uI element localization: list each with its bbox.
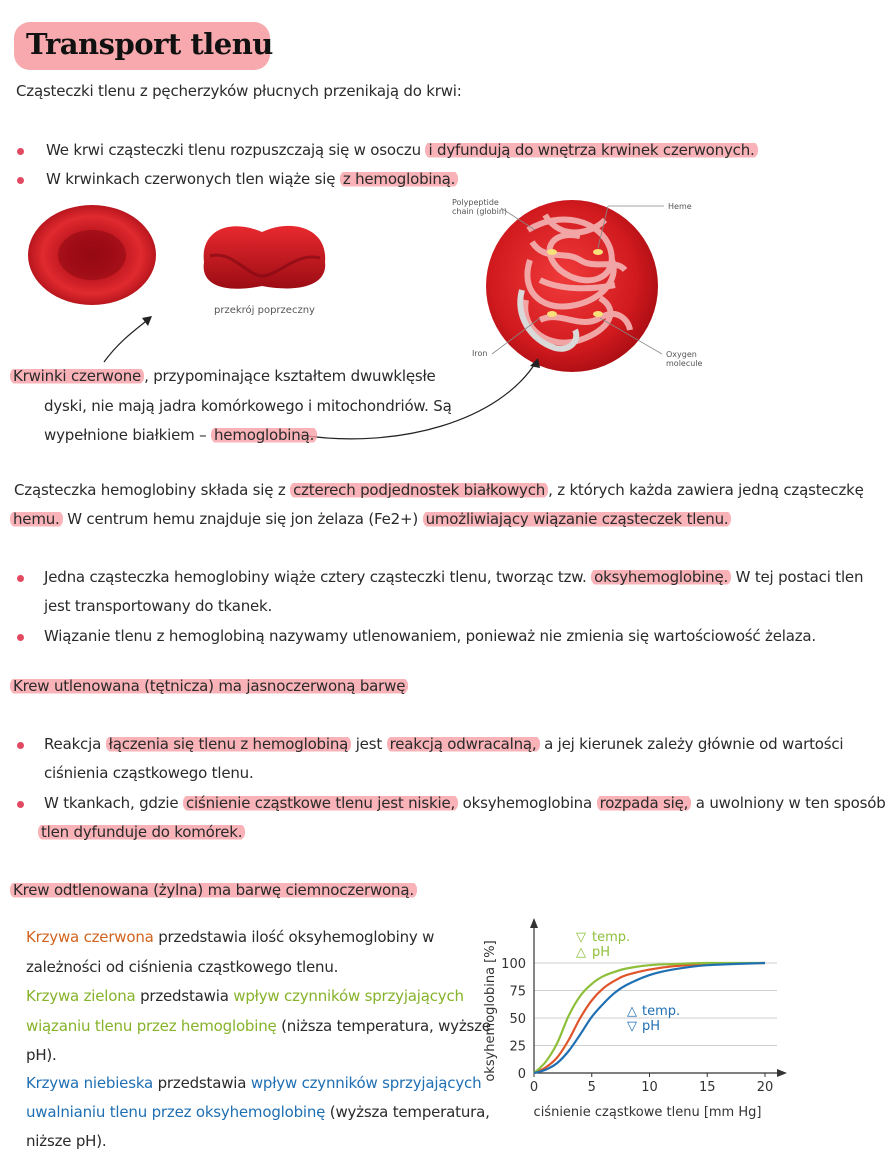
bullet-dot bbox=[17, 742, 24, 749]
krwinki-line-3 bbox=[44, 426, 317, 445]
highlight: Krwinki czerwone bbox=[10, 367, 144, 385]
highlight: czterech podjednostek białkowych bbox=[290, 481, 548, 499]
x-tick-label: 5 bbox=[587, 1080, 596, 1095]
text: barwę bbox=[355, 677, 406, 695]
highlight: rozpada się, bbox=[597, 794, 692, 812]
bullet-2 bbox=[46, 170, 458, 189]
bullet-dot bbox=[17, 148, 24, 155]
highlight: z hemoglobiną. bbox=[340, 170, 458, 188]
legend-green-1 bbox=[26, 981, 464, 1011]
text: uwalnianiu tlenu przez oksyhemoglobinę bbox=[26, 1103, 326, 1121]
intro-text: Cząsteczki tlenu z pęcherzyków płucnych przenikają do krwi: bbox=[16, 82, 462, 100]
bullet-reakcja-2: ciśnienia cząstkowego tlenu. bbox=[44, 764, 254, 782]
krwinki-line-1 bbox=[10, 367, 436, 386]
text: przedstawia bbox=[153, 1074, 251, 1092]
text: Krzywa niebieska bbox=[26, 1074, 154, 1092]
x-tick-label: 20 bbox=[756, 1080, 774, 1095]
hemoglobina-line-1 bbox=[14, 481, 864, 500]
y-tick-label: 25 bbox=[509, 1039, 526, 1055]
annotation-blue-ph: pH bbox=[642, 1019, 661, 1034]
annotation-up-triangle: △ bbox=[627, 1004, 637, 1019]
x-axis-label: ciśnienie cząstkowe tlenu [mm Hg] bbox=[533, 1105, 762, 1120]
x-tick-label: 10 bbox=[641, 1080, 658, 1095]
y-tick-label: 100 bbox=[501, 957, 526, 972]
highlight: i dyfundują do wnętrza krwinek czerwonych. bbox=[425, 141, 757, 159]
bullet-oksy-1 bbox=[44, 568, 863, 587]
cross-section-label: przekrój poprzeczny bbox=[214, 305, 315, 316]
highlight: tlen dyfunduje do komórek. bbox=[38, 823, 245, 841]
text: Jedna cząsteczka hemoglobiny wiąże cztery cząsteczki tlenu, tworząc tzw. bbox=[44, 568, 592, 586]
text: wpływ czynników sprzyjających bbox=[250, 1074, 482, 1092]
text: Krew utlenowana (tętnicza) ma bbox=[13, 677, 247, 695]
highlight: łączenia się tlenu z hemoglobiną bbox=[106, 735, 352, 753]
bullet-tkanki-1 bbox=[44, 794, 886, 813]
text: Reakcja bbox=[44, 735, 106, 753]
hemoglobina-line-2 bbox=[10, 510, 731, 529]
text: wiązaniu tlenu przez hemoglobinę bbox=[26, 1017, 277, 1035]
text: Krzywa czerwona bbox=[26, 928, 154, 946]
annotation-green-temp: temp. bbox=[592, 930, 631, 945]
text: (wyższa temperatura, bbox=[325, 1103, 490, 1121]
label-oxygen-2: molecule bbox=[666, 359, 703, 368]
text: a jej kierunek zależy głównie od wartości bbox=[539, 735, 844, 753]
bullet-reakcja-1 bbox=[44, 735, 843, 754]
legend-red-2: zależności od ciśnienia cząstkowego tlenu. bbox=[26, 958, 339, 976]
page-title: Transport tlenu bbox=[26, 27, 273, 61]
bullet-dot bbox=[17, 634, 24, 641]
krwinki-line-2: dyski, nie mają jadra komórkowego i mitochondriów. Są bbox=[44, 397, 452, 415]
legend-blue-2 bbox=[26, 1097, 490, 1127]
annotation-up-triangle: △ bbox=[576, 945, 586, 960]
krew-zylna bbox=[10, 881, 417, 900]
bullet-utlenowanie: Wiązanie tlenu z hemoglobiną nazywamy utlenowaniem, ponieważ nie zmienia się wartościowość żelaza. bbox=[44, 627, 816, 645]
bullet-text: W krwinkach czerwonych tlen wiąże się bbox=[46, 170, 340, 188]
label-polypeptide: Polypeptide bbox=[452, 198, 499, 207]
bullet-dot bbox=[17, 177, 24, 184]
text: , z których każda zawiera jedną cząsteczkę bbox=[548, 481, 864, 499]
legend-red-1 bbox=[26, 922, 434, 952]
text: wpływ czynników sprzyjających bbox=[233, 987, 464, 1005]
highlight: reakcją odwracalną, bbox=[387, 735, 540, 753]
legend-blue-1 bbox=[26, 1068, 481, 1098]
legend-green-2 bbox=[26, 1011, 491, 1041]
annotation-green-ph: pH bbox=[592, 945, 611, 960]
label-oxygen: Oxygen bbox=[666, 350, 697, 359]
krew-tetnicza bbox=[10, 677, 408, 696]
bullet-text: We krwi cząsteczki tlenu rozpuszczają się w osoczu bbox=[46, 141, 426, 159]
bullet-tkanki-2 bbox=[38, 823, 245, 842]
highlight: oksyhemoglobinę. bbox=[591, 568, 731, 586]
text: jest bbox=[351, 735, 387, 753]
x-tick-label: 15 bbox=[698, 1080, 716, 1095]
y-axis-arrow bbox=[530, 918, 538, 928]
text: (niższa temperatura, wyższe bbox=[276, 1017, 491, 1035]
highlight bbox=[10, 881, 417, 899]
y-tick-label: 75 bbox=[509, 984, 526, 1000]
highlight: hemu. bbox=[10, 510, 63, 528]
bullet-dot bbox=[17, 575, 24, 582]
annotation-blue-temp: temp. bbox=[642, 1004, 681, 1019]
legend-green-3: pH). bbox=[26, 1046, 57, 1064]
text: przedstawia ilość oksyhemoglobiny w bbox=[153, 928, 435, 946]
oxygen-dissociation-chart bbox=[470, 912, 820, 1132]
bullet-oksy-2: jest transportowany do tkanek. bbox=[44, 597, 273, 615]
label-iron: Iron bbox=[472, 349, 488, 358]
y-axis-label: oksyhemoglobina [%] bbox=[483, 940, 498, 1082]
text: , przypominające kształtem dwuwklęsłe bbox=[144, 367, 436, 385]
highlight: ciśnienie cząstkowe tlenu jest niskie, bbox=[183, 794, 458, 812]
annotation-down-triangle: ▽ bbox=[576, 930, 586, 945]
text: ciemnoczerwoną. bbox=[285, 881, 414, 899]
text: Krzywa zielona bbox=[26, 987, 136, 1005]
bullet-dot bbox=[17, 801, 24, 808]
y-tick-label: 50 bbox=[509, 1012, 526, 1027]
x-axis-arrow bbox=[777, 1069, 787, 1077]
text: przedstawia bbox=[135, 987, 234, 1005]
x-tick-label: 0 bbox=[529, 1080, 539, 1095]
text: Cząsteczka hemoglobiny składa się z bbox=[14, 481, 291, 499]
label-polypeptide-2: chain (globin) bbox=[452, 207, 508, 216]
legend-blue-3: niższe pH). bbox=[26, 1132, 107, 1150]
text: wypełnione białkiem – bbox=[44, 426, 211, 444]
text: jasnoczerwoną bbox=[246, 677, 356, 695]
text: a uwolniony w ten sposób bbox=[691, 794, 886, 812]
text: W tej postaci tlen bbox=[731, 568, 864, 586]
highlight bbox=[10, 677, 408, 695]
highlight: hemoglobiną. bbox=[211, 426, 317, 444]
y-tick-label: 0 bbox=[517, 1067, 526, 1082]
text: W tkankach, gdzie bbox=[44, 794, 183, 812]
text: W centrum hemu znajduje się jon żelaza (Fe2+) bbox=[62, 510, 423, 528]
label-heme: Heme bbox=[668, 202, 692, 211]
bullet-1 bbox=[46, 141, 758, 160]
text: Krew odtlenowana (żylna) ma barwę bbox=[13, 881, 286, 899]
highlight: umożliwiający wiązanie cząsteczek tlenu. bbox=[423, 510, 732, 528]
text: oksyhemoglobina bbox=[458, 794, 597, 812]
annotation-down-triangle: ▽ bbox=[627, 1019, 637, 1034]
